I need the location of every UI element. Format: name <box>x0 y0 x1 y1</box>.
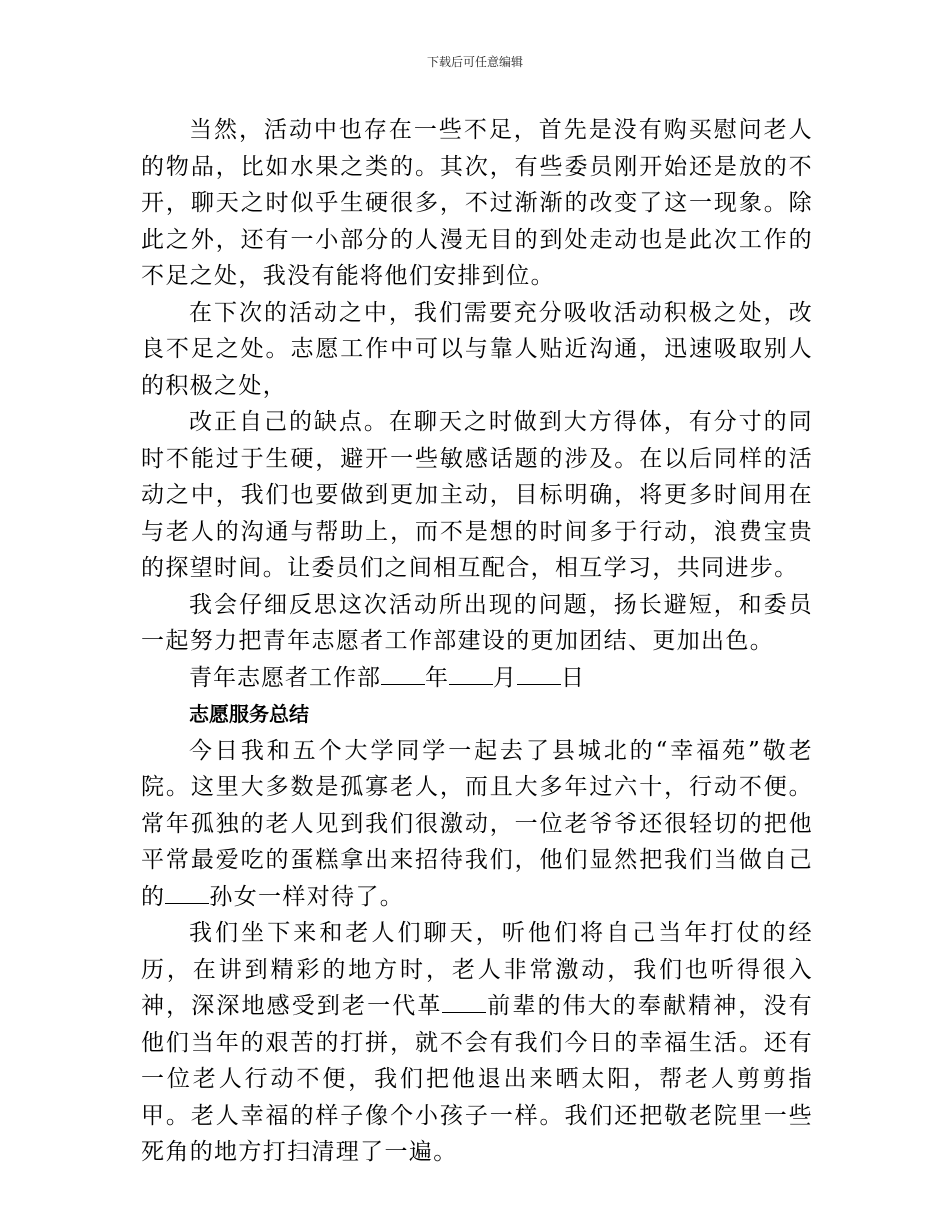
signature-year: 年 <box>425 664 449 691</box>
section-title: 志愿服务总结 <box>189 702 309 726</box>
visit-text-part1: 今日我和五个大学同学一起去了县城北的“幸福苑”敬老院。这里大多数是孤寡老人，而且大多年过六十，行动不便。常年孤独的老人见到我们很激动，一位老爷爷还很轻切的把他平常最爱吃的蛋糕拿出来招待我们，他们显然把我们当做自己的 <box>141 737 813 910</box>
year-blank <box>381 662 425 685</box>
visit-text-part2: 孙女一样对待了。 <box>209 883 405 910</box>
paragraph-nursing-home-visit <box>141 733 813 916</box>
day-blank <box>517 662 561 685</box>
visit-blank <box>165 881 209 904</box>
signature-month: 月 <box>493 664 517 691</box>
paragraph-chatting <box>141 915 813 1171</box>
paragraph-next-activity: 在下次的活动之中，我们需要充分吸收活动积极之处，改良不足之处。志愿工作中可以与靠人贴近沟通，迅速吸取别人的积极之处， <box>141 299 813 399</box>
header-note: 下载后可任意编辑 <box>426 55 523 69</box>
chatting-text-part2: 前辈的伟大的奉献精神，没有他们当年的艰苦的打拼，就不会有我们今日的幸福生活。还有一位老人行动不便，我们把他退出来晒太阳，帮老人剪剪指甲。老人幸福的样子像个小孩子一样。我们还把敬老院里一些死角的地方打扫清理了一遍。 <box>141 993 813 1165</box>
signature-line <box>141 660 813 697</box>
paragraph-shortcomings: 当然，活动中也存在一些不足，首先是没有购买慰问老人的物品，比如水果之类的。其次，有些委员刚开始还是放的不开，聊天之时似乎生硬很多，不过渐渐的改变了这一现象。除此之外，还有一小部分的人漫无目的到处走动也是此次工作的不足之处，我没有能将他们安排到位。 <box>141 117 813 289</box>
chatting-text-part1: 我们坐下来和老人们聊天，听他们将自己当年打仗的经历，在讲到精彩的地方时，老人非常激动，我们也听得很入神，深深地感受到老一代革 <box>141 920 813 1019</box>
signature-dept: 青年志愿者工作部 <box>189 664 381 691</box>
chatting-blank <box>442 990 486 1013</box>
signature-day: 日 <box>561 664 585 691</box>
month-blank <box>449 662 493 685</box>
paragraph-reflection: 我会仔细反思这次活动所出现的问题，扬长避短，和委员一起努力把青年志愿者工作部建设的更加团结、更加出色。 <box>141 591 813 654</box>
paragraph-improvements: 改正自己的缺点。在聊天之时做到大方得体，有分寸的同时不能过于生硬，避开一些敏感话题的涉及。在以后同样的活动之中，我们也要做到更加主动，目标明确，将更多时间用在与老人的沟通与帮助上，而不是想的时间多于行动，浪费宝贵的探望时间。让委员们之间相互配合，相互学习，共同进步。 <box>141 409 813 581</box>
document-body <box>141 112 813 1171</box>
